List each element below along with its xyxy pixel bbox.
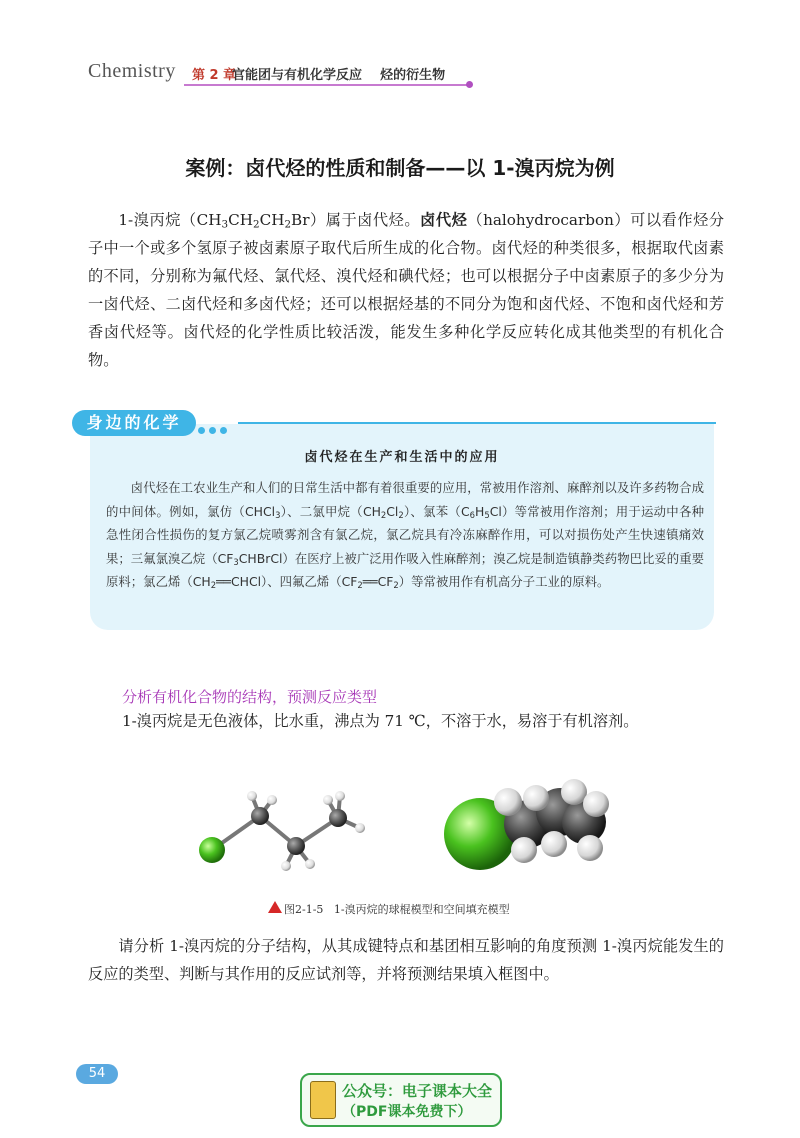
caption-triangle-icon [268, 901, 282, 913]
stamp-line-2: （PDF课本免费下） [342, 1104, 472, 1120]
running-header [88, 58, 472, 88]
stamp-line-1: 公众号：电子课本大全 [342, 1082, 493, 1100]
case-title: 案例：卤代烃的性质和制备——以 1-溴丙烷为例 [185, 156, 615, 180]
header-rule [184, 84, 468, 86]
closing-paragraph: 请分析 1-溴丙烷的分子结构，从其成键特点和基团相互影响的角度预测 1-溴丙烷能发生的反应的类型、判断与其作用的反应试剂等，并将预测结果填入框图中。 [88, 937, 724, 983]
chapter-title: 官能团与有机化学反应 烃的衍生物 [232, 68, 446, 83]
sidebar-topline [238, 422, 716, 424]
chapter-number: 第 2 章 [192, 68, 237, 83]
book-title: Chemistry [88, 60, 176, 82]
header-dot [466, 81, 473, 88]
properties-line: 1-溴丙烷是无色液体，比水重，沸点为 71 ℃，不溶于水，易溶于有机溶剂。 [122, 712, 639, 730]
space-filling-model [436, 772, 616, 882]
page-number: 54 [76, 1064, 118, 1084]
sidebar-dots [198, 419, 258, 427]
book-icon [310, 1081, 336, 1119]
intro-paragraph: 1-溴丙烷$(CH_3CH_2CH_2Br)$属于卤代烃。卤代烃（halohydrocarbon）可以看作烃分子中一个或多个氢原子被卤素原子取代后所生成的化合物。卤代烃的种类很多，根据取代卤素的不同，分别称为氟代烃、氯代烃、溴代烃和碘代烃；也可以根据分子中卤素原子的多少分为一卤代烃、二卤代烃和多卤代烃；还可以根据烃基的不同分为饱和卤代烃、不饱和卤代烃和芳香卤代烃等。卤代烃的化学性质比较活泼，能发生多种化学反应转化成其他类型的有机化合物。 [88, 211, 725, 369]
term-haloalkane: 卤代烃 [420, 211, 468, 229]
section-subheading: 分析有机化合物的结构，预测反应类型 [122, 688, 378, 706]
figure-caption: 图2-1-5 1-溴丙烷的球棍模型和空间填充模型 [284, 903, 510, 916]
ball-and-stick-model [190, 780, 390, 880]
sidebar-heading: 卤代烃在生产和生活中的应用 [304, 450, 500, 465]
watermark-stamp [300, 1073, 502, 1127]
sidebar-label: 身边的化学 [72, 410, 196, 436]
sidebar-text: 卤代烃在工农业生产和人们的日常生活中都有着很重要的应用，常被用作溶剂、麻醉剂以及许多药物合成的中间体。例如，氯仿（CHCl$_3$）、二氯甲烷$(CH_2Cl_2)$、氯苯$(C_6H_5Cl)$等常被用作溶剂；用于运动中各种急性闭合性损伤的复方氯乙烷喷雾剂含有氯乙烷，氯乙烷具有冷冻麻醉作用，可以对损伤处产生快速镇痛效果；三氟氯溴乙烷$(CF_3CHBrCl)$在医疗上被广泛用作吸入性麻醉剂；溴乙烷是制造镇静类药物巴比妥的重要原料；氯乙烯$(CH_2══CHCl)$、四氟乙烯$(CF_2══CF_2)$等常被用作有机高分子工业的原料。 [106, 480, 704, 591]
